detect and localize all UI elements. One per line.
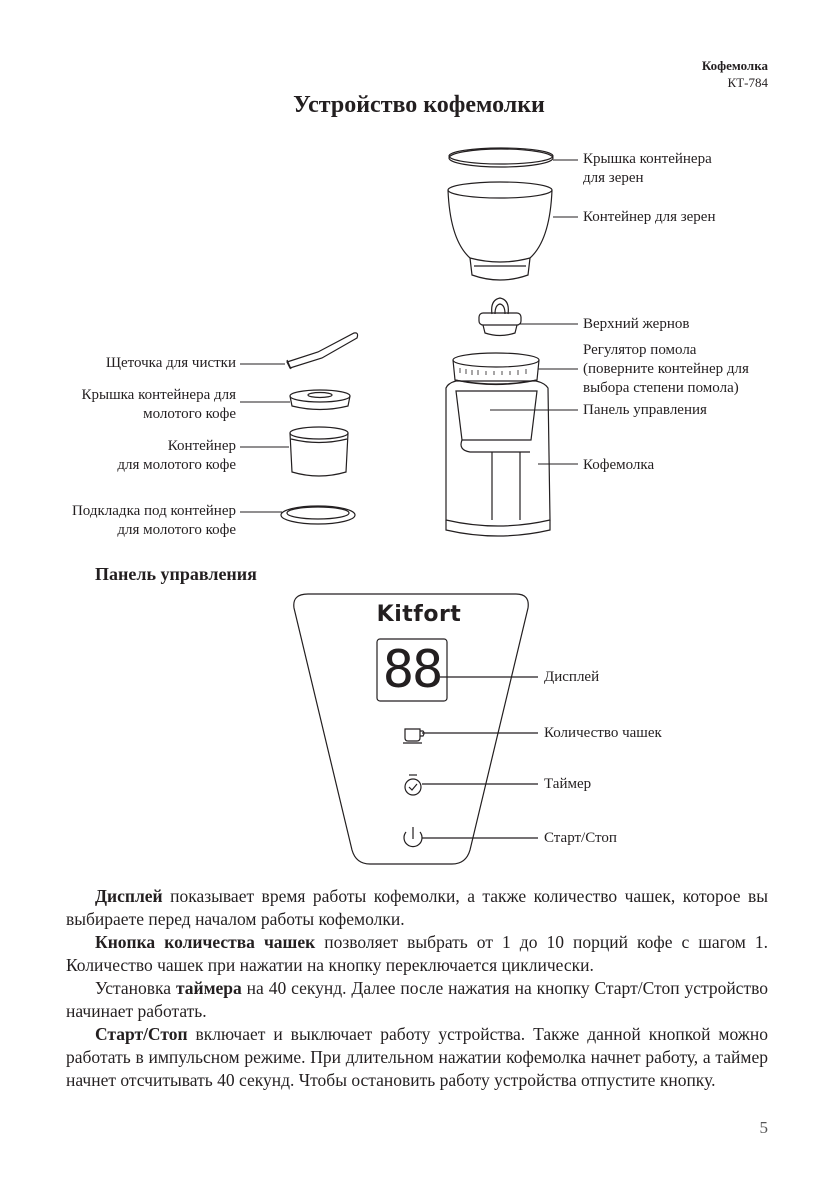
paragraph-timer: Установка таймера на 40 секунд. Далее после нажатия на кнопку Старт/Стоп устройство начинает работать.: [66, 978, 768, 1021]
bean-lid-drawing: [449, 148, 553, 167]
label-upper-burr: Верхний жернов: [583, 316, 690, 332]
display-digits: 88: [382, 640, 442, 700]
label-display: Дисплей: [544, 669, 600, 685]
brand-logo: Kitfort: [376, 602, 462, 627]
label-startstop: Старт/Стоп: [544, 830, 617, 846]
label-pad: Подкладка под контейнер для молотого кофе: [71, 503, 236, 538]
label-timer: Таймер: [544, 776, 592, 792]
control-panel-drawing: [294, 594, 538, 864]
paragraph-startstop: Старт/Стоп включает и выключает работу устройства. Также данной кнопкой можно работать в импульсном режиме. При длительном нажатии кофемолка начнет работу, а таймер начнет отсчитывать 40 секунд. Чтобы остановить работу устройства отпустите кнопку.: [66, 1024, 768, 1090]
description-text: [66, 885, 768, 1092]
paragraph-display: Дисплей показывает время работы кофемолки, а также количество чашек, которое вы выбираете перед началом работы кофемолки.: [66, 886, 768, 929]
label-brush: Щеточка для чистки: [105, 355, 236, 371]
paragraph-cups: Кнопка количества чашек позволяет выбрать от 1 до 10 порций кофе с шагом 1. Количество чашек при нажатии на кнопку переключается циклически.: [66, 932, 768, 975]
label-grind-regulator: Регулятор помола (поверните контейнер для выбора степени помола): [583, 342, 749, 396]
header-model: КТ-784: [727, 75, 768, 90]
header-product: Кофемолка: [701, 58, 768, 73]
brush-drawing: [287, 333, 358, 369]
ground-lid-drawing: [290, 390, 350, 410]
pad-drawing: [281, 506, 355, 524]
label-ground-container: Контейнер для молотого кофе: [117, 438, 236, 473]
section-title: Панель управления: [95, 564, 257, 584]
grinder-drawing: [446, 353, 550, 536]
page-title: Устройство кофемолки: [293, 92, 545, 118]
page-number: 5: [759, 1118, 768, 1137]
label-ground-lid: Крышка контейнера для молотого кофе: [81, 387, 236, 422]
upper-burr-drawing: [479, 298, 521, 336]
label-cups: Количество чашек: [544, 725, 662, 741]
label-grinder: Кофемолка: [583, 457, 655, 473]
label-bean-lid: Крышка контейнера для зерен: [583, 151, 712, 186]
bean-container-drawing: [448, 182, 552, 280]
label-control-panel: Панель управления: [583, 402, 707, 418]
ground-container-drawing: [290, 427, 348, 476]
label-bean-container: Контейнер для зерен: [583, 209, 716, 225]
